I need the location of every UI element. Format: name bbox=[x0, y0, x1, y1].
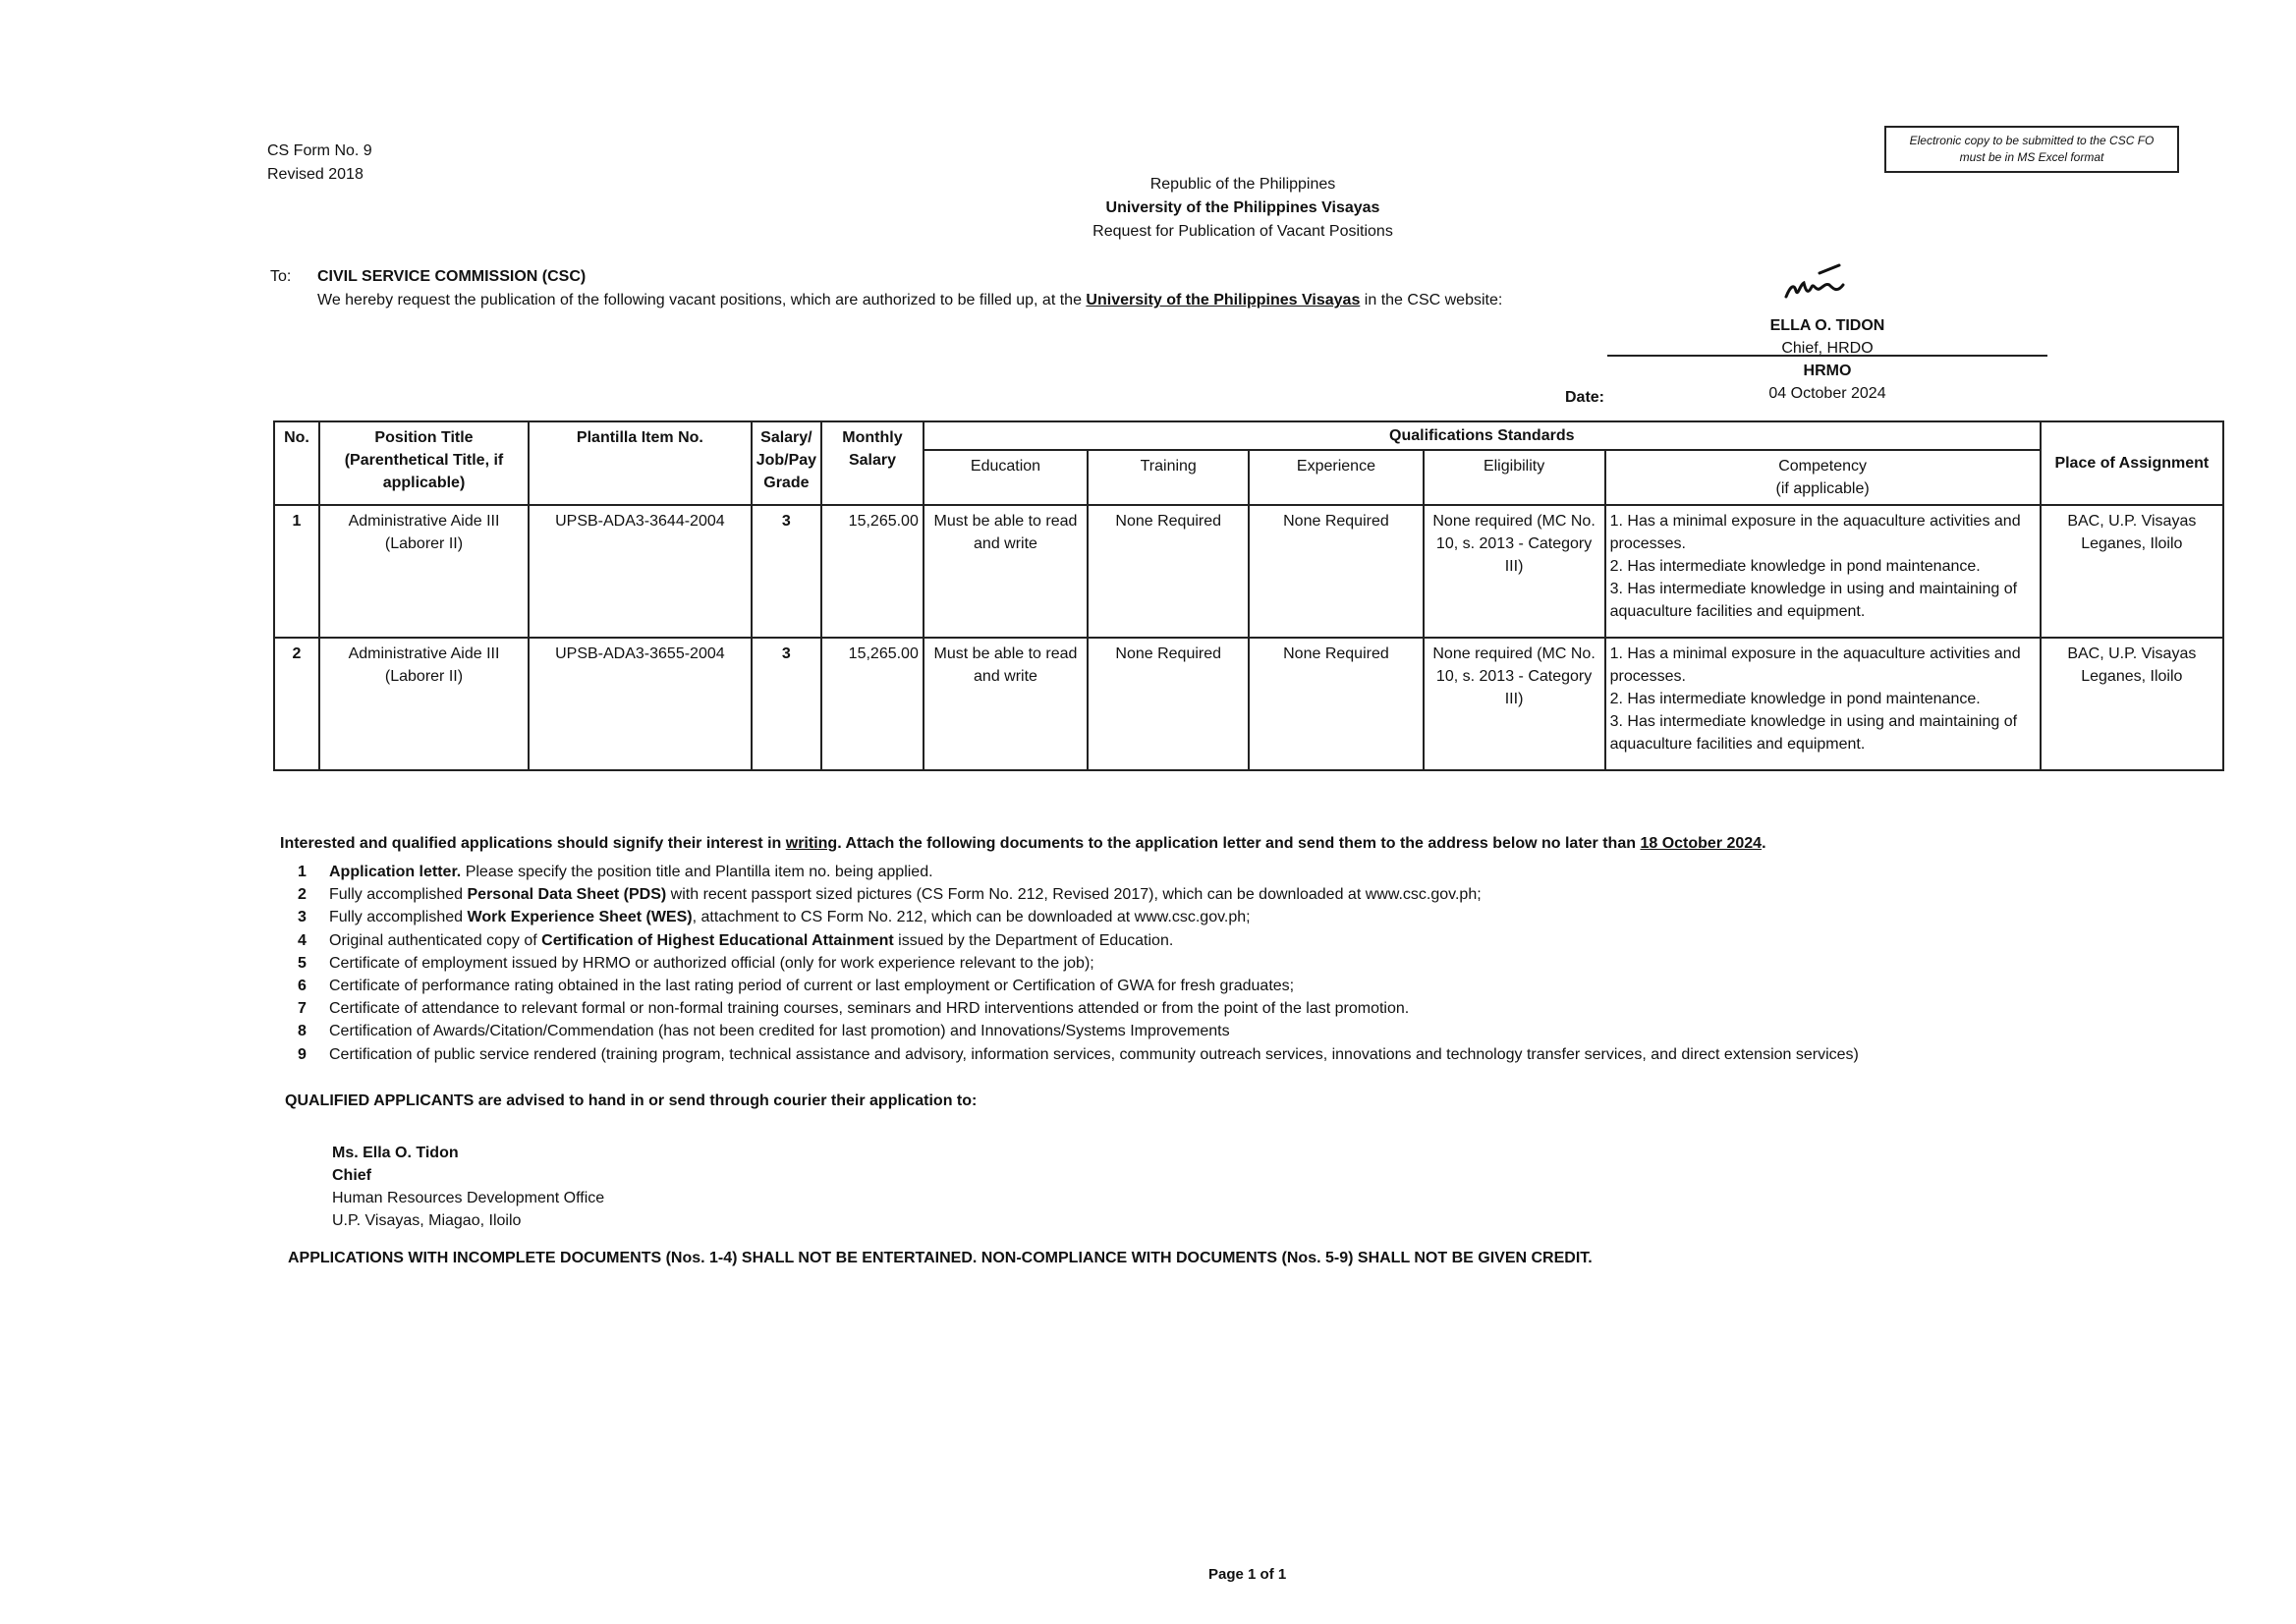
header-grade: Salary/ Job/Pay Grade bbox=[752, 421, 821, 505]
instructions-writing: writing bbox=[785, 835, 838, 852]
row-education: Must be able to read and write bbox=[924, 505, 1088, 638]
list-item-number: 4 bbox=[298, 931, 307, 949]
row-training: None Required bbox=[1088, 638, 1249, 770]
signatory-role: HRMO bbox=[1803, 363, 1852, 379]
row-place bbox=[2041, 638, 2223, 770]
row-place-line-1: BAC, U.P. Visayas bbox=[2067, 513, 2197, 530]
list-item bbox=[280, 929, 1859, 952]
header-position-title bbox=[319, 421, 529, 505]
list-item-text: Certificate of performance rating obtained in the last rating period of current or last employment or Certification of GWA for fresh graduates; bbox=[329, 978, 1295, 995]
competency-item: 2. Has intermediate knowledge in pond maintenance. bbox=[1609, 558, 1981, 575]
notice-line-2: must be in MS Excel format bbox=[1959, 150, 2104, 164]
list-item-text: Please specify the position title and Plantilla item no. being applied. bbox=[461, 864, 933, 880]
electronic-copy-notice bbox=[1884, 126, 2179, 173]
list-item-number: 3 bbox=[298, 909, 307, 926]
header-position-sub-text: (Parenthetical Title, if applicable) bbox=[344, 452, 504, 491]
header-qualifications: Qualifications Standards bbox=[924, 421, 2041, 450]
country-name: Republic of the Philippines bbox=[1149, 176, 1336, 193]
contact-name: Ms. Ella O. Tidon bbox=[332, 1145, 459, 1161]
signatory-block bbox=[1611, 314, 2044, 405]
row-eligibility: None required (MC No. 10, s. 2013 - Category III) bbox=[1424, 505, 1605, 638]
page-number: Page 1 of 1 bbox=[1208, 1566, 1287, 1583]
table-header-row-1 bbox=[274, 421, 2223, 450]
list-item bbox=[280, 1020, 1859, 1042]
signatory-title: Chief, HRDO bbox=[1781, 340, 1874, 357]
header-salary: Monthly Salary bbox=[821, 421, 924, 505]
contact-title: Chief bbox=[332, 1167, 371, 1184]
row-place-line-2: Leganes, Iloilo bbox=[2081, 535, 2183, 552]
list-item-number: 5 bbox=[298, 954, 307, 972]
request-agency: University of the Philippines Visayas bbox=[1086, 292, 1361, 308]
row-place-line-1: BAC, U.P. Visayas bbox=[2067, 645, 2197, 662]
list-item-pre: Fully accomplished bbox=[329, 886, 468, 904]
date-label: Date: bbox=[1565, 389, 1605, 406]
header-no: No. bbox=[274, 421, 319, 505]
header-training: Training bbox=[1088, 450, 1249, 505]
list-item-text: Certification of public service rendered (training program, technical assistance and advisory, information services, community outreach services, innovations and technology transfer services, and direct extension services) bbox=[329, 1045, 1859, 1063]
contact-office: Human Resources Development Office bbox=[332, 1190, 605, 1206]
header-experience: Experience bbox=[1249, 450, 1423, 505]
row-experience: None Required bbox=[1249, 638, 1423, 770]
row-plantilla: UPSB-ADA3-3655-2004 bbox=[529, 638, 752, 770]
addressee-block bbox=[270, 265, 1502, 312]
list-item-number: 6 bbox=[298, 978, 307, 995]
list-item bbox=[280, 1043, 1859, 1066]
row-place bbox=[2041, 505, 2223, 638]
competency-item: 3. Has intermediate knowledge in using and maintaining of aquaculture facilities and equipment. bbox=[1609, 713, 2018, 753]
list-item-number: 7 bbox=[298, 1000, 307, 1018]
vacant-positions-table bbox=[273, 420, 2224, 771]
list-item-text: issued by the Department of Education. bbox=[893, 931, 1174, 949]
row-competency bbox=[1605, 505, 2041, 638]
row-position-title bbox=[319, 505, 529, 638]
row-salary: 15,265.00 bbox=[821, 505, 924, 638]
row-education: Must be able to read and write bbox=[924, 638, 1088, 770]
row-experience: None Required bbox=[1249, 505, 1423, 638]
list-item-bold: Application letter. bbox=[329, 864, 462, 880]
competency-item: 3. Has intermediate knowledge in using and maintaining of aquaculture facilities and equipment. bbox=[1609, 581, 2018, 620]
row-no: 2 bbox=[274, 638, 319, 770]
competency-item: 1. Has a minimal exposure in the aquaculture activities and processes. bbox=[1609, 513, 2021, 552]
list-item bbox=[280, 997, 1859, 1020]
list-item bbox=[280, 975, 1859, 997]
competency-item: 1. Has a minimal exposure in the aquaculture activities and processes. bbox=[1609, 645, 2021, 685]
form-revision: Revised 2018 bbox=[267, 166, 364, 183]
list-item-text: Certificate of attendance to relevant formal or non-formal training courses, seminars and HRD interventions attended or from the point of the last promotion. bbox=[329, 1000, 1410, 1018]
row-eligibility: None required (MC No. 10, s. 2013 - Category III) bbox=[1424, 638, 1605, 770]
row-grade: 3 bbox=[752, 505, 821, 638]
table-row bbox=[274, 505, 2223, 638]
applicant-advice: QUALIFIED APPLICANTS are advised to hand in or send through courier their application to: bbox=[285, 1092, 978, 1109]
compliance-warning: APPLICATIONS WITH INCOMPLETE DOCUMENTS (Nos. 1-4) SHALL NOT BE ENTERTAINED. NON-COMPLIANCE WITH DOCUMENTS (Nos. 5-9) SHALL NOT BE GIVEN CREDIT. bbox=[288, 1250, 1593, 1266]
signature-mark bbox=[1780, 261, 1849, 307]
row-title-sub: (Laborer II) bbox=[384, 535, 464, 552]
header-plantilla: Plantilla Item No. bbox=[529, 421, 752, 505]
row-title-sub: (Laborer II) bbox=[384, 668, 464, 685]
row-training: None Required bbox=[1088, 505, 1249, 638]
signatory-name: ELLA O. TIDON bbox=[1769, 317, 1885, 334]
list-item-text: with recent passport sized pictures (CS Form No. 212, Revised 2017), which can be downloaded at www.csc.gov.ph; bbox=[666, 886, 1482, 904]
list-item bbox=[280, 883, 1859, 906]
row-no: 1 bbox=[274, 505, 319, 638]
list-item bbox=[280, 861, 1859, 883]
contact-address-line: U.P. Visayas, Miagao, Iloilo bbox=[332, 1212, 522, 1229]
row-competency bbox=[1605, 638, 2041, 770]
row-place-line-2: Leganes, Iloilo bbox=[2081, 668, 2183, 685]
request-suffix: in the CSC website: bbox=[1364, 292, 1503, 308]
instructions-deadline: 18 October 2024 bbox=[1640, 835, 1763, 852]
header-education: Education bbox=[924, 450, 1088, 505]
request-date: 04 October 2024 bbox=[1768, 385, 1886, 402]
list-item-bold: Work Experience Sheet (WES) bbox=[467, 909, 693, 926]
header-competency bbox=[1605, 450, 2041, 505]
list-item-text: Certificate of employment issued by HRMO or authorized official (only for work experience relevant to the job); bbox=[329, 954, 1094, 972]
row-title: Administrative Aide III bbox=[348, 513, 500, 530]
notice-line-1: Electronic copy to be submitted to the CSC FO bbox=[1909, 134, 2155, 147]
request-prefix: We hereby request the publication of the following vacant positions, which are authorized to be filled up, at the bbox=[317, 292, 1082, 308]
header-place: Place of Assignment bbox=[2041, 421, 2223, 505]
header-competency-text: Competency bbox=[1778, 458, 1868, 475]
instructions-part-2: . Attach the following documents to the application letter and send them to the address below no later than bbox=[837, 835, 1636, 852]
form-identifier bbox=[267, 140, 372, 187]
list-item bbox=[280, 952, 1859, 975]
table-row bbox=[274, 638, 2223, 770]
form-number: CS Form No. 9 bbox=[267, 142, 372, 159]
competency-item: 2. Has intermediate knowledge in pond maintenance. bbox=[1609, 691, 1981, 707]
header-position-title-text: Position Title bbox=[374, 429, 474, 446]
list-item-number: 9 bbox=[298, 1045, 307, 1063]
document-subject: Request for Publication of Vacant Positions bbox=[1092, 223, 1393, 240]
to-label: To: bbox=[270, 268, 292, 285]
agency-name: University of the Philippines Visayas bbox=[1105, 199, 1380, 216]
row-title: Administrative Aide III bbox=[348, 645, 500, 662]
required-documents-list bbox=[280, 861, 1859, 1066]
contact-address bbox=[332, 1142, 604, 1232]
list-item-pre: Fully accomplished bbox=[329, 909, 468, 926]
list-item-text: , attachment to CS Form No. 212, which can be downloaded at www.csc.gov.ph; bbox=[692, 909, 1251, 926]
row-plantilla: UPSB-ADA3-3644-2004 bbox=[529, 505, 752, 638]
row-salary: 15,265.00 bbox=[821, 638, 924, 770]
list-item bbox=[280, 906, 1859, 928]
instructions-part-1: Interested and qualified applications should signify their interest in bbox=[280, 835, 782, 852]
request-statement bbox=[270, 289, 1502, 312]
list-item-pre: Original authenticated copy of bbox=[329, 931, 542, 949]
list-item-bold: Personal Data Sheet (PDS) bbox=[467, 886, 667, 904]
header-competency-sub-text: (if applicable) bbox=[1775, 480, 1870, 497]
document-header bbox=[982, 173, 1503, 244]
list-item-text: Certification of Awards/Citation/Commendation (has not been credited for last promotion) and Innovations/Systems Improvements bbox=[329, 1023, 1230, 1040]
row-grade: 3 bbox=[752, 638, 821, 770]
instructions-part-3: . bbox=[1762, 835, 1766, 852]
addressee-name: CIVIL SERVICE COMMISSION (CSC) bbox=[317, 268, 587, 285]
instructions-statement bbox=[280, 835, 1766, 853]
row-position-title bbox=[319, 638, 529, 770]
header-eligibility: Eligibility bbox=[1424, 450, 1605, 505]
list-item-number: 8 bbox=[298, 1023, 307, 1040]
list-item-bold: Certification of Highest Educational Attainment bbox=[541, 931, 894, 949]
list-item-number: 1 bbox=[298, 864, 307, 880]
list-item-number: 2 bbox=[298, 886, 307, 904]
